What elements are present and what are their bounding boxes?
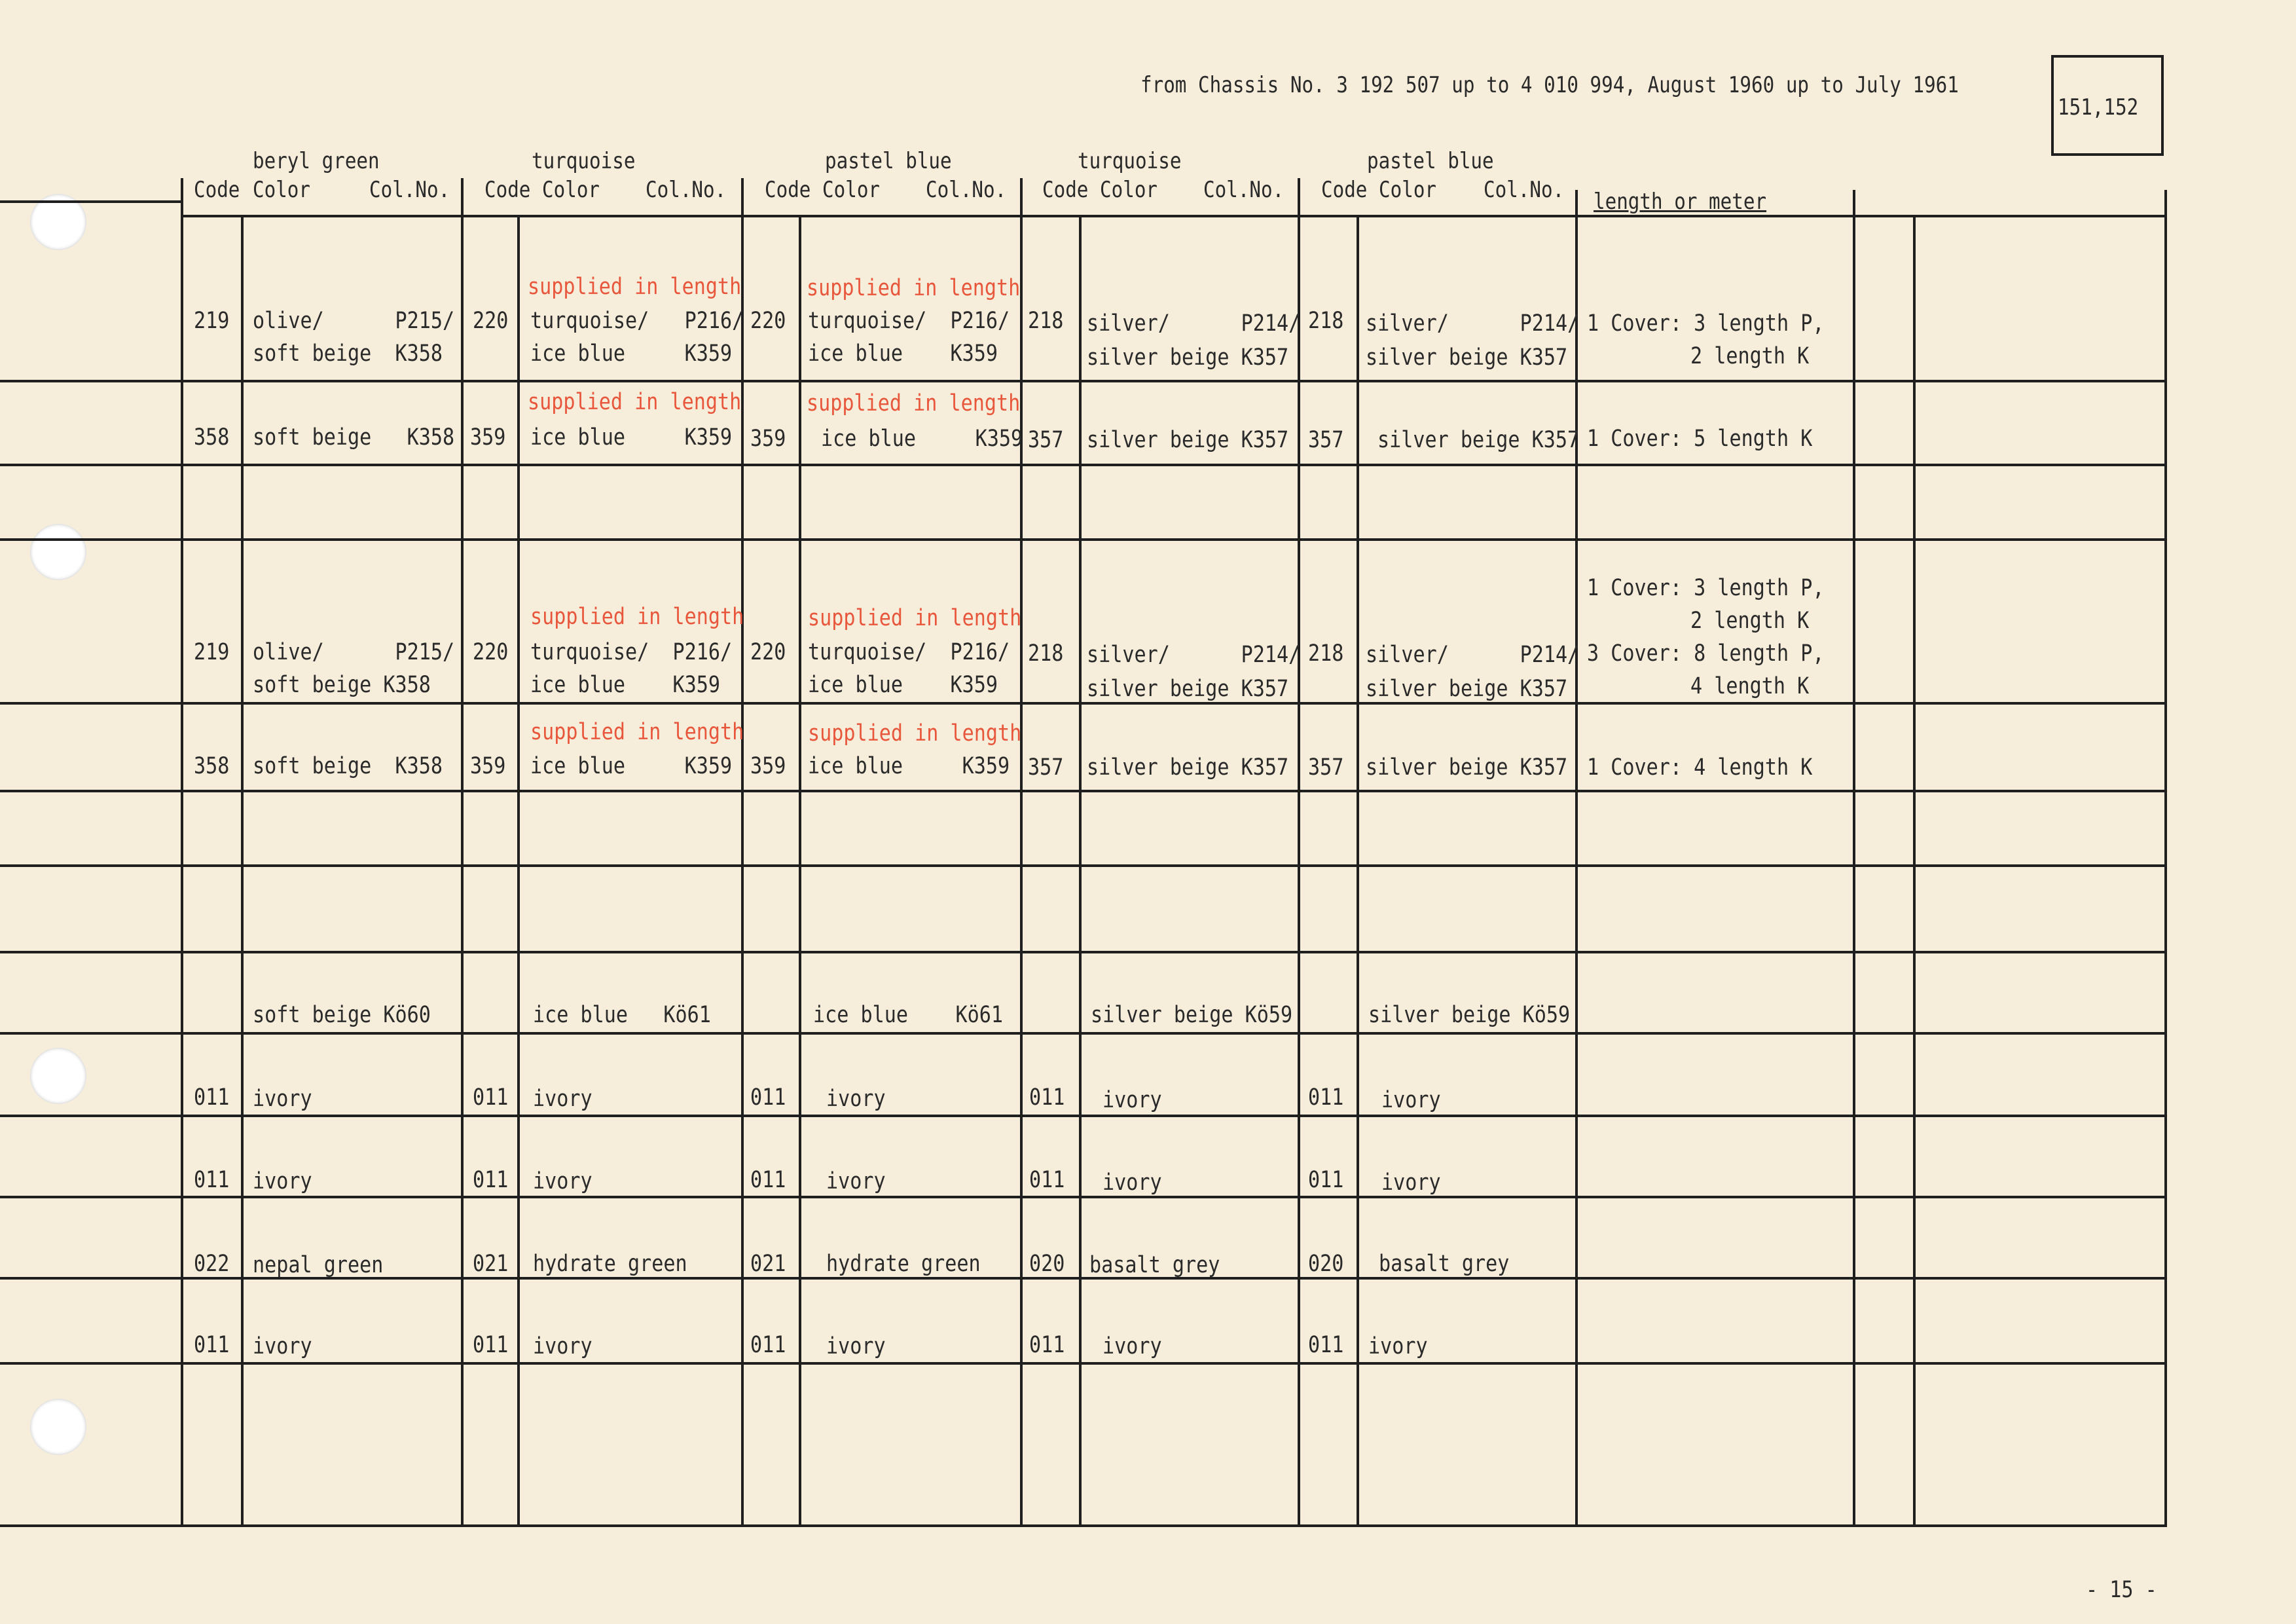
code: 011 [1029, 1332, 1065, 1358]
code: 359 [470, 424, 506, 451]
color-line: soft beige K358 [253, 753, 443, 779]
code: 359 [470, 753, 506, 779]
code: 358 [194, 424, 230, 451]
rule [0, 1362, 2167, 1365]
color-line: ivory [826, 1086, 886, 1112]
code: 020 [1029, 1251, 1065, 1277]
col-rule [1853, 190, 1855, 1527]
length-line: 1 Cover: 3 length P, [1587, 310, 1825, 337]
color-line: silver beige K357 [1087, 754, 1289, 781]
col-rule [461, 178, 464, 1527]
code: 011 [1029, 1084, 1065, 1111]
col-rule [799, 215, 801, 1527]
color-line: turquoise/ P216/ [808, 639, 1010, 665]
code: 011 [750, 1332, 786, 1358]
group-pastel-blue-2: pastel blue [1367, 148, 1494, 174]
col-rule [1020, 178, 1023, 1527]
code: 011 [473, 1332, 509, 1358]
code: 218 [1028, 640, 1064, 667]
group-turquoise-1: turquoise [532, 148, 636, 174]
color-line: ivory [533, 1086, 592, 1112]
color-line: basalt grey [1379, 1251, 1510, 1277]
color-line: ivory [1381, 1170, 1441, 1196]
length-line: 2 length K [1690, 608, 1810, 634]
color-line: silver beige K357 [1366, 676, 1568, 702]
color-line: ice blue Kö61 [533, 1002, 711, 1028]
code: 011 [750, 1084, 786, 1111]
col-code-color-2: Code Color [484, 177, 600, 203]
code: 011 [194, 1332, 230, 1358]
color-line: silver/ P214/ [1366, 642, 1580, 668]
color-line: silver beige K357 [1377, 427, 1580, 453]
code: 011 [750, 1167, 786, 1193]
code: 220 [473, 639, 509, 665]
code: 011 [1308, 1167, 1344, 1193]
color-line: soft beige Kö60 [253, 1002, 431, 1028]
code: 218 [1308, 640, 1344, 667]
col-code-color-3: Code Color [765, 177, 881, 203]
color-line: turquoise/ P216/ [808, 308, 1010, 334]
code: 021 [750, 1251, 786, 1277]
color-line: ivory [253, 1168, 312, 1194]
color-line: silver beige K357 [1366, 754, 1568, 781]
col-rule [1913, 215, 1916, 1527]
page-ref: 151,152 [2058, 94, 2139, 120]
color-line: soft beige K358 [253, 424, 455, 451]
color-line: ice blue K359 [530, 341, 733, 367]
rule [0, 1196, 2167, 1198]
col-rule [1357, 215, 1359, 1527]
code: 218 [1308, 308, 1344, 334]
code: 358 [194, 753, 230, 779]
rule [0, 864, 2167, 867]
color-line: ice blue K359 [821, 426, 1023, 452]
color-line: turquoise/ P216/ [530, 639, 733, 665]
color-line: silver beige K357 [1087, 427, 1289, 453]
color-line: ivory [1368, 1333, 1428, 1359]
color-line: ivory [826, 1333, 886, 1359]
supplied-note: supplied in length [530, 604, 744, 630]
color-line: silver beige Kö59 [1091, 1002, 1293, 1028]
color-line: ivory [253, 1086, 312, 1112]
color-line: nepal green [253, 1252, 384, 1278]
code: 357 [1028, 754, 1064, 781]
color-line: hydrate green [533, 1251, 687, 1277]
code: 011 [1308, 1332, 1344, 1358]
code: 218 [1028, 308, 1064, 334]
color-line: olive/ P215/ [253, 308, 455, 334]
col-colno-3: Col.No. [926, 177, 1007, 203]
chassis-range: from Chassis No. 3 192 507 up to 4 010 994, August 1960 up to July 1961 [1140, 72, 1959, 98]
code: 011 [194, 1084, 230, 1111]
code: 357 [1308, 754, 1344, 781]
code: 022 [194, 1251, 230, 1277]
color-line: ice blue K359 [808, 672, 998, 698]
code: 011 [1029, 1167, 1065, 1193]
page-number: - 15 - [2086, 1577, 2157, 1603]
code: 020 [1308, 1251, 1344, 1277]
col-colno-2: Col.No. [646, 177, 727, 203]
col-colno-5: Col.No. [1484, 177, 1565, 203]
color-line: silver beige K357 [1087, 344, 1289, 371]
color-line: silver/ P214/ [1087, 642, 1301, 668]
color-line: ice blue K359 [530, 672, 720, 698]
group-pastel-blue-1: pastel blue [825, 148, 952, 174]
supplied-note: supplied in length [808, 605, 1022, 631]
rule [0, 1032, 2167, 1035]
code: 220 [750, 308, 786, 334]
color-line: ivory [533, 1168, 592, 1194]
col-rule [741, 178, 744, 1527]
color-line: soft beige K358 [253, 341, 443, 367]
rule [0, 464, 2167, 466]
color-line: ice blue K359 [530, 424, 733, 451]
supplied-note: supplied in length [528, 389, 742, 415]
col-rule [517, 215, 520, 1527]
color-line: ivory [826, 1168, 886, 1194]
col-rule [1298, 178, 1300, 1527]
color-line: ice blue K359 [530, 753, 733, 779]
color-line: silver beige K357 [1366, 344, 1568, 371]
code: 220 [473, 308, 509, 334]
color-line: olive/ P215/ [253, 639, 455, 665]
rule [0, 538, 2167, 541]
color-line: ivory [253, 1333, 312, 1359]
rule [0, 790, 2167, 792]
code: 219 [194, 639, 230, 665]
color-line: ivory [1381, 1087, 1441, 1113]
code: 357 [1308, 427, 1344, 453]
code: 359 [750, 753, 786, 779]
group-beryl-green: beryl green [253, 148, 380, 174]
supplied-note: supplied in length [528, 274, 742, 300]
code: 219 [194, 308, 230, 334]
supplied-note: supplied in length [530, 719, 744, 745]
color-line: hydrate green [826, 1251, 981, 1277]
color-line: basalt grey [1089, 1252, 1220, 1278]
col-rule [181, 178, 183, 1527]
length-line: 1 Cover: 4 length K [1587, 754, 1813, 781]
color-line: silver/ P214/ [1366, 310, 1580, 337]
code: 011 [473, 1084, 509, 1111]
col-rule [1575, 190, 1578, 1527]
rule [0, 951, 2167, 953]
color-line: soft beige K358 [253, 672, 431, 698]
color-line: silver/ P214/ [1087, 310, 1301, 337]
color-line: ivory [1102, 1170, 1162, 1196]
group-turquoise-2: turquoise [1078, 148, 1182, 174]
color-line: ivory [1102, 1333, 1162, 1359]
supplied-note: supplied in length [808, 720, 1022, 747]
code: 220 [750, 639, 786, 665]
col-rule [1079, 215, 1082, 1527]
code: 357 [1028, 427, 1064, 453]
col-code-color-5: Code Color [1321, 177, 1437, 203]
col-length: length or meter [1594, 189, 1767, 215]
color-line: ice blue K359 [808, 753, 1010, 779]
color-line: silver beige K357 [1087, 676, 1289, 702]
supplied-note: supplied in length [807, 275, 1021, 301]
rule-header [181, 215, 2167, 217]
col-rule [2164, 190, 2167, 1527]
code: 011 [1308, 1084, 1344, 1111]
code: 011 [194, 1167, 230, 1193]
length-line: 3 Cover: 8 length P, [1587, 640, 1825, 667]
col-code-1: Code [194, 177, 240, 203]
length-line: 4 length K [1690, 673, 1810, 699]
col-color-1: Color [253, 177, 311, 203]
col-colno-4: Col.No. [1203, 177, 1285, 203]
code: 011 [473, 1167, 509, 1193]
col-code-color-4: Code Color [1042, 177, 1158, 203]
code: 021 [473, 1251, 509, 1277]
punch-hole [30, 1399, 86, 1455]
color-line: ivory [533, 1333, 592, 1359]
col-rule [241, 215, 244, 1527]
rule [0, 380, 2167, 382]
col-colno-1: Col.No. [369, 177, 450, 203]
rule-top [0, 200, 181, 203]
rule-bottom [0, 1524, 2167, 1527]
color-line: silver beige Kö59 [1368, 1002, 1571, 1028]
punch-hole [30, 1048, 86, 1104]
length-line: 1 Cover: 3 length P, [1587, 575, 1825, 601]
color-line: ivory [1102, 1087, 1162, 1113]
length-line: 2 length K [1690, 343, 1810, 369]
color-line: turquoise/ P216/ [530, 308, 744, 334]
length-line: 1 Cover: 5 length K [1587, 426, 1813, 452]
rule [0, 1115, 2167, 1117]
code: 359 [750, 426, 786, 452]
rule [0, 702, 2167, 705]
color-line: ice blue K359 [808, 341, 998, 367]
color-line: ice blue Kö61 [813, 1002, 1003, 1028]
punch-hole [30, 524, 86, 580]
supplied-note: supplied in length [807, 390, 1021, 416]
